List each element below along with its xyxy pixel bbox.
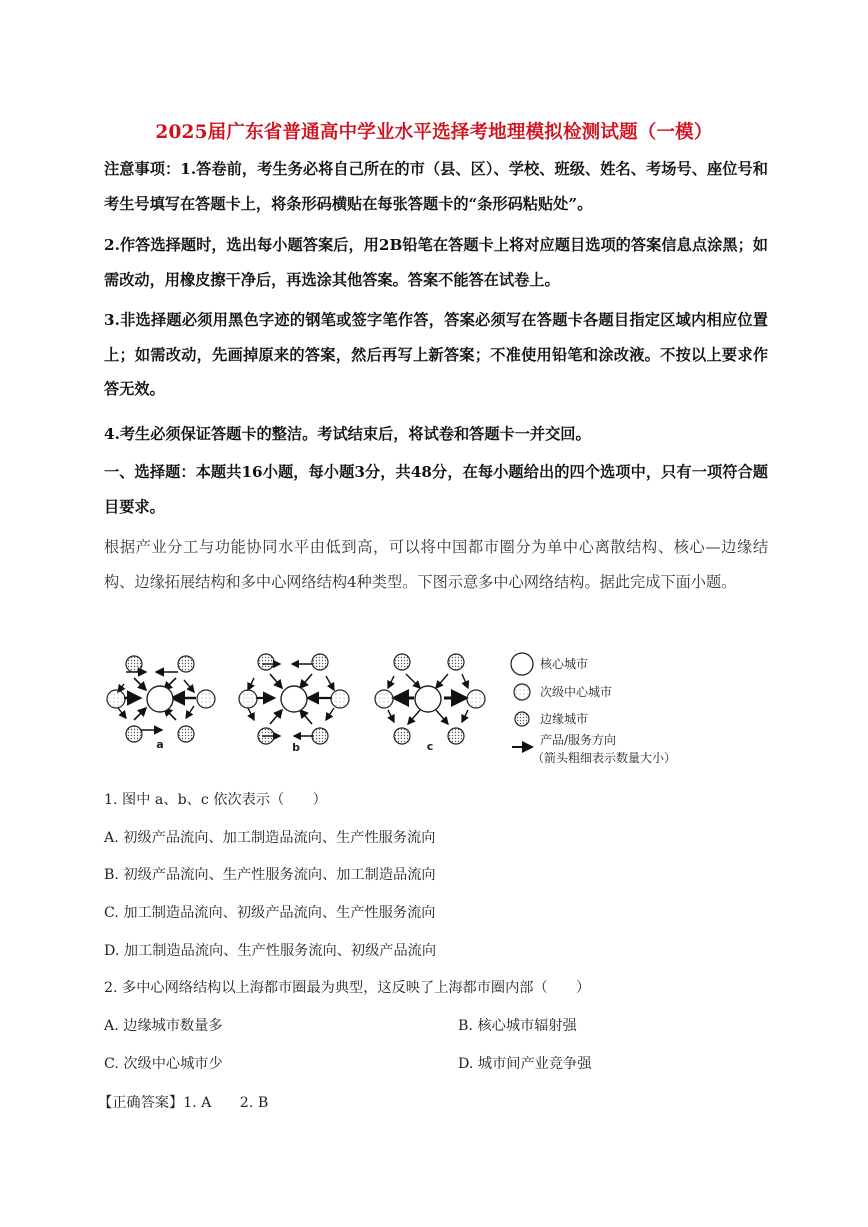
- question-1-option-a: A. 初级产品流向、加工制造品流向、生产性服务流向: [104, 830, 436, 846]
- secondary-city-symbol: [514, 684, 530, 700]
- notice-label: 注意事项：: [104, 160, 181, 178]
- question-1-option-b: B. 初级产品流向、生产性服务流向、加工制造品流向: [104, 867, 436, 883]
- core-city-symbol: [511, 653, 533, 675]
- question-2-option-a: A. 边缘城市数量多: [104, 1018, 223, 1034]
- question-2-option-d: D. 城市间产业竞争强: [458, 1056, 592, 1072]
- legend-core: 核心城市: [540, 657, 589, 671]
- figure-legend: [511, 653, 676, 765]
- diagram-b-label: b: [292, 741, 300, 754]
- question-2-option-b: B. 核心城市辐射强: [458, 1018, 577, 1034]
- edge-city-symbol: [515, 712, 529, 726]
- legend-arrow-note: （箭头粗细表示数量大小）: [532, 751, 677, 765]
- notice-item-4: 4.考生必须保证答题卡的整洁。考试结束后，将试卷和答题卡一并交回。: [104, 425, 591, 443]
- question-2-stem: 2. 多中心网络结构以上海都市圈最为典型，这反映了上海都市圈内部（ ）: [104, 980, 591, 996]
- diagram-a-label: a: [156, 738, 164, 751]
- question-1-option-d: D. 加工制造品流向、生产性服务流向、初级产品流向: [104, 943, 437, 959]
- question-2-option-c: C. 次级中心城市少: [104, 1056, 223, 1072]
- question-intro: 根据产业分工与功能协同水平由低到高，可以将中国都市圈分为单中心离散结构、核心—边缘结构、边缘拓展结构和多中心网络结构4种类型。下图示意多中心网络结构。据此完成下面小题。: [104, 538, 768, 591]
- diagram-c-label: c: [426, 740, 434, 753]
- notice-item-3: 3.非选择题必须用黑色字迹的钢笔或签字笔作答，答案必须写在答题卡各题目指定区域内相应位置上；如需改动，先画掉原来的答案，然后再写上新答案；不准使用铅笔和涂改液。不按以上要求作答无效。: [104, 311, 768, 398]
- legend-arrow: 产品/服务方向: [540, 733, 617, 747]
- diagram-a: [107, 656, 215, 751]
- legend-edge: 边缘城市: [540, 712, 589, 726]
- network-structure-figure: [100, 644, 720, 772]
- diagram-c: [375, 654, 485, 753]
- question-1-stem: 1. 图中 a、b、c 依次表示（ ）: [104, 792, 327, 808]
- diagram-b: [239, 654, 349, 754]
- section-heading: 一、选择题：本题共16小题，每小题3分，共48分，在每小题给出的四个选项中，只有一项符合题目要求。: [104, 463, 768, 516]
- notice-item-2: 2.作答选择题时，选出每小题答案后，用2B铅笔在答题卡上将对应题目选项的答案信息点涂黑；如需改动，用橡皮擦干净后，再选涂其他答案。答案不能答在试卷上。: [104, 236, 768, 289]
- notice-item-1-text: 1.答卷前，考生务必将自己所在的市（县、区）、学校、班级、姓名、考场号、座位号和考生号填写在答题卡上，将条形码横贴在每张答题卡的“条形码粘贴处”。: [104, 160, 768, 213]
- legend-secondary: 次级中心城市: [540, 685, 613, 699]
- page-title: 2025届广东省普通高中学业水平选择考地理模拟检测试题（一模）: [155, 122, 713, 143]
- notice-item-1: [104, 152, 768, 221]
- question-1-option-c: C. 加工制造品流向、初级产品流向、生产性服务流向: [104, 905, 436, 921]
- answer-line: 【正确答案】1. A 2. B: [98, 1095, 269, 1111]
